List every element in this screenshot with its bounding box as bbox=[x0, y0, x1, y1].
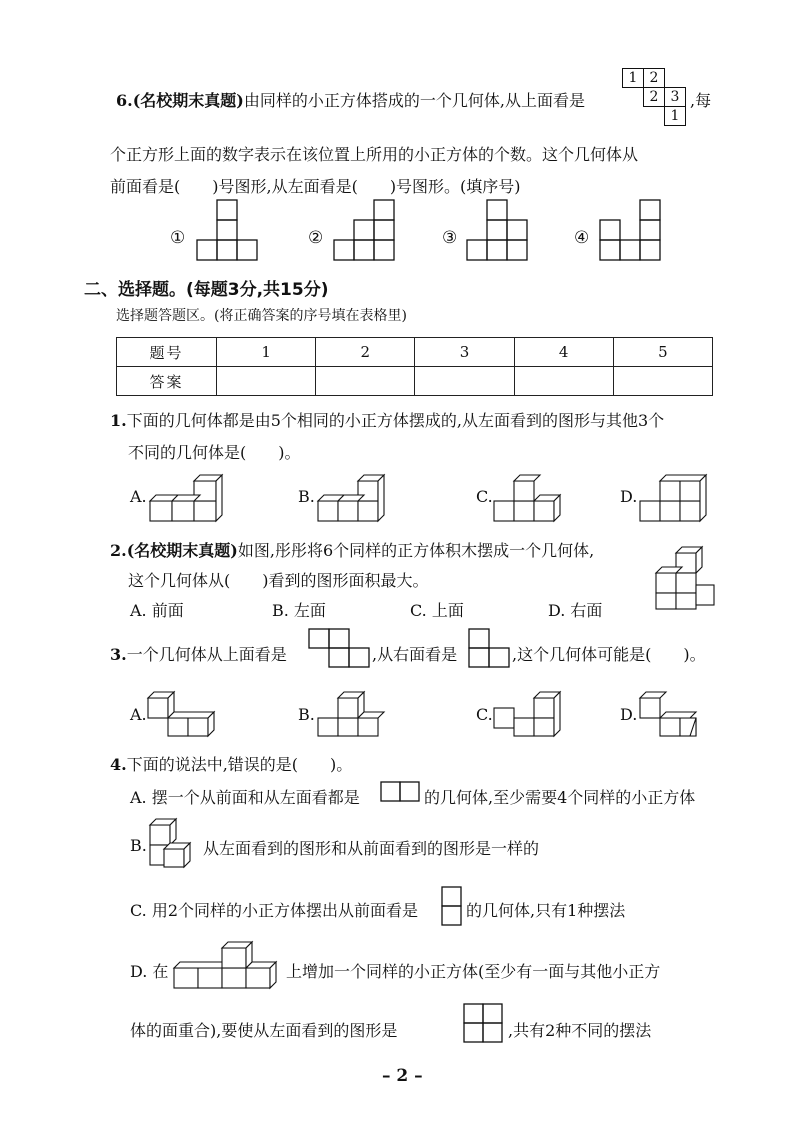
q6-source: (名校期末真题) bbox=[132, 91, 244, 110]
q4-a-prefix: A. 摆一个从前面和从左面看都是 bbox=[130, 788, 360, 807]
q2-option-d: D. 右面 bbox=[548, 601, 603, 620]
q4-text: 下面的说法中,错误的是( )。 bbox=[126, 755, 353, 774]
q3-text-c: ,这个几何体可能是( )。 bbox=[512, 645, 706, 664]
q6-line2: 个正方形上面的数字表示在该位置上所用的小正方体的个数。这个几何体从 bbox=[110, 145, 639, 164]
q4-a-view bbox=[380, 780, 422, 804]
q6-top-view-grid bbox=[622, 68, 690, 128]
q2-option-b: B. 左面 bbox=[272, 601, 326, 620]
q4-d-prefix: D. 在 bbox=[130, 962, 169, 981]
q6-line1 bbox=[116, 88, 585, 111]
answer-cell[interactable] bbox=[415, 367, 514, 396]
q1-option-label: C. bbox=[476, 487, 493, 506]
q3-right-view bbox=[468, 628, 510, 670]
q6-figure-2 bbox=[332, 200, 402, 262]
q3-option-label: D. bbox=[620, 705, 638, 724]
q4-d-line2-a: 体的面重合),要使从左面看到的图形是 bbox=[130, 1021, 398, 1040]
q6-figure-1 bbox=[195, 200, 265, 262]
q3-number: 3. bbox=[110, 645, 127, 664]
q4-d-line2-b: ,共有2种不同的摆法 bbox=[508, 1021, 652, 1040]
answer-area-note: 选择题答题区。(将正确答案的序号填在表格里) bbox=[116, 308, 407, 324]
q6-figure-4 bbox=[598, 200, 668, 262]
table-row bbox=[117, 367, 713, 396]
q4-b-prefix: B. bbox=[130, 836, 147, 855]
q3-top-view bbox=[308, 628, 370, 670]
q3-option-label: B. bbox=[298, 705, 315, 724]
q2-figure bbox=[650, 545, 720, 615]
q2-option-c: C. 上面 bbox=[410, 601, 464, 620]
q6-option-label: ③ bbox=[442, 228, 458, 248]
q4-line1 bbox=[110, 752, 352, 775]
q3-figure-a bbox=[148, 682, 238, 742]
q1-line1 bbox=[110, 408, 664, 431]
q4-b-figure bbox=[148, 815, 204, 871]
q1-option-label: B. bbox=[298, 487, 315, 506]
q6-line1-end: ,每 bbox=[690, 91, 712, 110]
table-row bbox=[117, 338, 713, 367]
q3-figure-c bbox=[494, 682, 584, 742]
table-header-answer: 答案 bbox=[117, 367, 217, 396]
grid-cell: 2 bbox=[643, 68, 665, 88]
q3-figure-d bbox=[640, 682, 730, 742]
page-number: – 2 – bbox=[382, 1066, 423, 1086]
table-cell: 4 bbox=[514, 338, 613, 367]
q1-option-label: A. bbox=[130, 487, 147, 506]
q3-text-a: 一个几何体从上面看是 bbox=[126, 645, 287, 664]
q1-figure-a bbox=[150, 465, 230, 525]
q6-line1-text: 由同样的小正方体搭成的一个几何体,从上面看是 bbox=[243, 91, 585, 110]
q3-figure-b bbox=[318, 682, 408, 742]
q6-option-label: ① bbox=[170, 228, 186, 248]
q2-option-a: A. 前面 bbox=[130, 601, 184, 620]
grid-cell: 1 bbox=[622, 68, 644, 88]
table-header-number: 题号 bbox=[117, 338, 217, 367]
answer-cell[interactable] bbox=[217, 367, 316, 396]
answer-table bbox=[116, 337, 713, 396]
q4-b-suffix: 从左面看到的图形和从前面看到的图形是一样的 bbox=[203, 839, 540, 858]
grid-cell: 2 bbox=[643, 87, 665, 107]
q2-line2: 这个几何体从( )看到的图形面积最大。 bbox=[128, 571, 429, 590]
answer-cell[interactable] bbox=[316, 367, 415, 396]
q2-text: 如图,彤彤将6个同样的正方体积木摆成一个几何体, bbox=[237, 541, 595, 560]
q1-figure-b bbox=[318, 465, 398, 525]
q1-option-label: D. bbox=[620, 487, 638, 506]
q4-c-suffix: 的几何体,只有1种摆法 bbox=[466, 901, 626, 920]
q3-text-a-wrap bbox=[110, 642, 287, 665]
q1-text: 下面的几何体都是由5个相同的小正方体摆成的,从左面看到的图形与其他3个 bbox=[126, 411, 665, 430]
table-cell: 3 bbox=[415, 338, 514, 367]
q2-line1 bbox=[110, 538, 594, 561]
q6-option-label: ④ bbox=[574, 228, 590, 248]
q6-line3: 前面看是( )号图形,从左面看是( )号图形。(填序号) bbox=[110, 177, 521, 196]
q2-source: (名校期末真题) bbox=[126, 541, 238, 560]
q4-a-suffix: 的几何体,至少需要4个同样的小正方体 bbox=[424, 788, 696, 807]
grid-cell: 1 bbox=[664, 106, 686, 126]
q4-d-suffix: 上增加一个同样的小正方体(至少有一面与其他小正方 bbox=[286, 962, 661, 981]
q1-figure-c bbox=[494, 465, 574, 525]
q4-number: 4. bbox=[110, 755, 127, 774]
section-title: 二、选择题。(每题3分,共15分) bbox=[84, 280, 329, 300]
table-cell: 2 bbox=[316, 338, 415, 367]
q6-option-label: ② bbox=[308, 228, 324, 248]
q6-number: 6. bbox=[116, 91, 133, 110]
q2-number: 2. bbox=[110, 541, 127, 560]
q4-c-prefix: C. 用2个同样的小正方体摆出从前面看是 bbox=[130, 901, 419, 920]
q3-option-label: C. bbox=[476, 705, 493, 724]
table-cell: 5 bbox=[613, 338, 712, 367]
grid-cell: 3 bbox=[664, 87, 686, 107]
answer-cell[interactable] bbox=[613, 367, 712, 396]
q3-text-b: ,从右面看是 bbox=[372, 645, 458, 664]
q6-figure-3 bbox=[465, 200, 535, 262]
q3-option-label: A. bbox=[130, 705, 147, 724]
q1-number: 1. bbox=[110, 411, 127, 430]
q4-d-figure bbox=[172, 936, 282, 992]
q1-figure-d bbox=[640, 465, 720, 525]
q4-c-view bbox=[440, 886, 464, 928]
q1-line2: 不同的几何体是( )。 bbox=[128, 443, 301, 462]
answer-cell[interactable] bbox=[514, 367, 613, 396]
q4-d-view bbox=[462, 1002, 506, 1048]
table-cell: 1 bbox=[217, 338, 316, 367]
